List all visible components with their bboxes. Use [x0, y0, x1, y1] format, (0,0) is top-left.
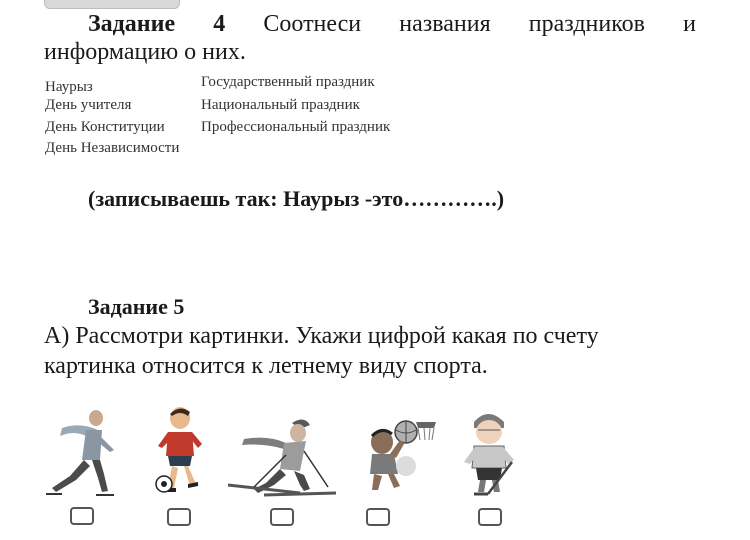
task5-title: Задание 5	[88, 294, 185, 319]
task4-word-2: названия	[399, 11, 491, 37]
answer-checkbox-1[interactable]	[70, 507, 94, 525]
task4-word-4: и	[683, 11, 696, 37]
hockey-player-icon	[454, 408, 524, 498]
task4-heading	[88, 10, 696, 38]
task4-word-3: праздников	[528, 11, 645, 37]
task5-instruction-line2: картинка относится к летнему виду спорта.	[44, 353, 488, 379]
task4-hint: (записываешь так: Наурыз -это………….)	[88, 186, 505, 211]
holiday-type: Государственный праздник	[201, 74, 375, 90]
task5-instruction-line1: А) Рассмотри картинки. Укажи цифрой какая по счету	[44, 323, 599, 349]
holiday-item: Наурыз	[45, 79, 93, 95]
answer-checkbox-2[interactable]	[167, 508, 191, 526]
holiday-type: Профессиональный праздник	[201, 119, 391, 135]
football-player-icon	[150, 404, 208, 498]
task4-number: 4	[213, 11, 226, 37]
answer-checkbox-4[interactable]	[366, 508, 390, 526]
answer-checkbox-3[interactable]	[270, 508, 294, 526]
skier-icon	[224, 415, 340, 499]
ice-skater-icon	[40, 406, 124, 498]
task4-heading-line2: информацию о них.	[44, 39, 246, 65]
holiday-item: День Конституции	[45, 119, 165, 135]
task4-label: Задание	[88, 11, 176, 37]
holiday-item: День учителя	[45, 97, 132, 113]
basketball-player-icon	[360, 418, 442, 498]
holiday-type: Национальный праздник	[201, 97, 360, 113]
top-decoration	[44, 0, 180, 9]
task4-word-1: Соотнеси	[263, 11, 362, 37]
answer-checkbox-5[interactable]	[478, 508, 502, 526]
holiday-item: День Независимости	[45, 140, 180, 156]
